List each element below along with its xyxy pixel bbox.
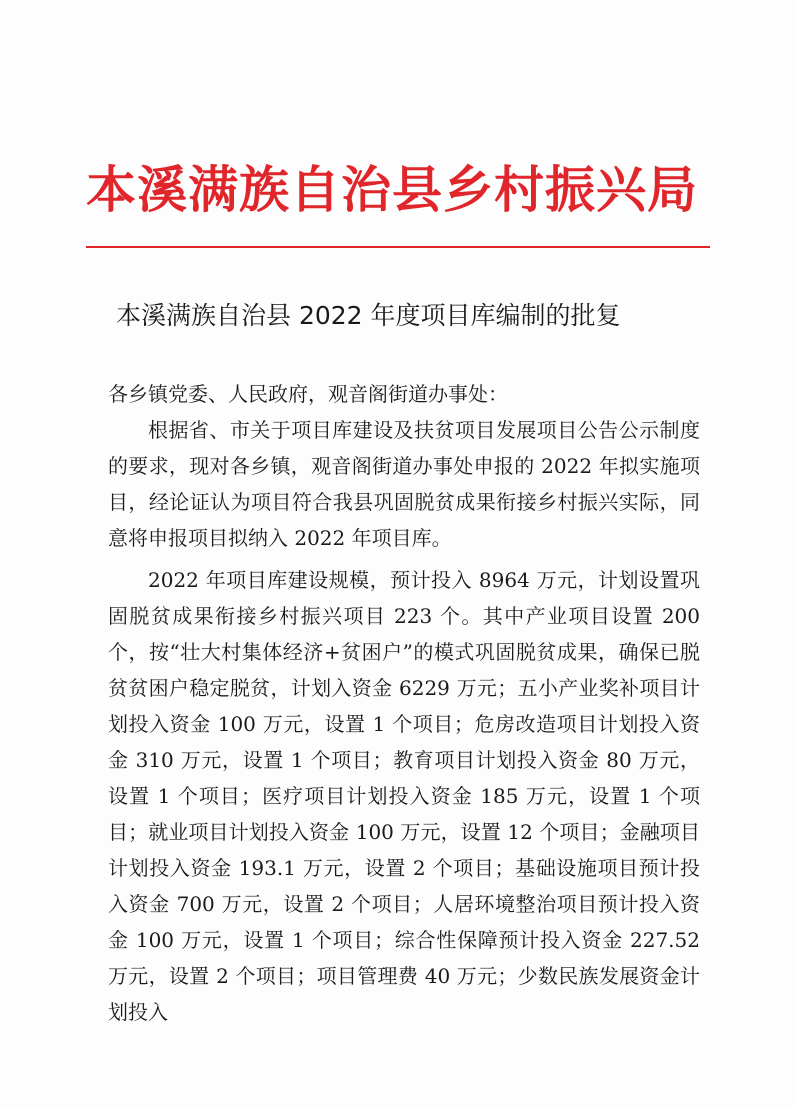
letterhead-red-rule [86,246,710,248]
letterhead-org-name: 本溪满族自治县乡村振兴局 [86,160,698,219]
paragraph-1: 根据省、市关于项目库建设及扶贫项目发展项目公告公示制度的要求，现对各乡镇，观音阁街道办事处申报的 2022 年拟实施项目，经论证认为项目符合我县巩固脱贫成果衔接乡村振兴实际，同意将申报项目拟纳入 2022 年项目库。 [108,418,700,550]
document-body [108,376,700,1030]
document-title: 本溪满族自治县 2022 年度项目库编制的批复 [116,301,621,330]
salutation: 各乡镇党委、人民政府，观音阁街道办事处： [108,382,508,406]
paragraph-2: 2022 年项目库建设规模，预计投入 8964 万元，计划设置巩固脱贫成果衔接乡村振兴项目 223 个。其中产业项目设置 200 个，按“壮大村集体经济+贫困户”的模式巩固脱贫成果，确保已脱贫贫困户稳定脱贫，计划入资金 6229 万元；五小产业奖补项目计划投入资金 100 万元，设置 1 个项目；危房改造项目计划投入资金 310 万元，设置 1 个项目；教育项目计划投入资金 80 万元，设置 1 个项目；医疗项目计划投入资金 185 万元，设置 1 个项目；就业项目计划投入资金 100 万元，设置 12 个项目；金融项目计划投入资金 193.1 万元，设置 2 个项目；基础设施项目预计投入资金 700 万元，设置 2 个项目；人居环境整治项目预计投入资金 100 万元，设置 1 个项目；综合性保障预计投入资金 227.52 万元，设置 2 个项目；项目管理费 40 万元；少数民族发展资金计划投入 [108,568,700,1024]
